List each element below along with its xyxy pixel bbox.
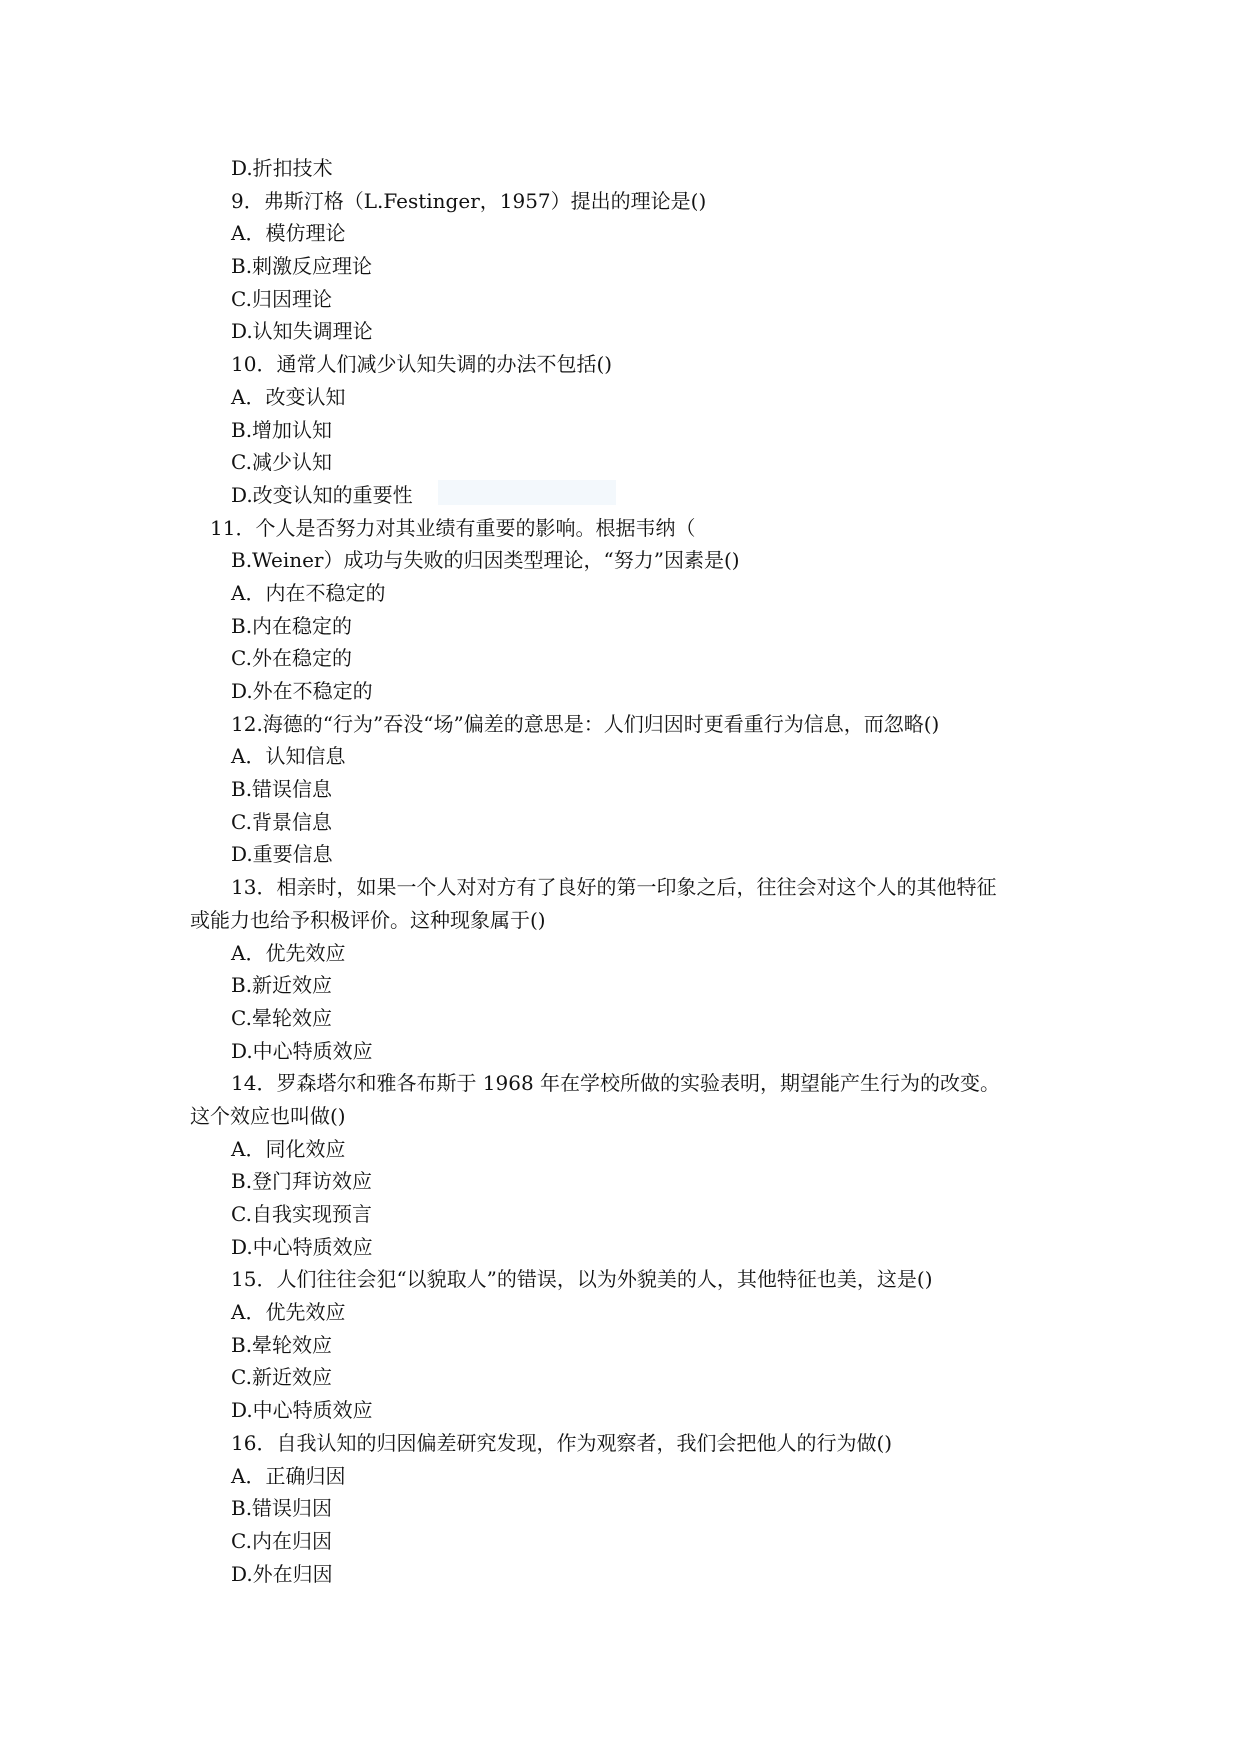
text-line: C.内在归因 <box>231 1528 332 1553</box>
text-line: D.认知失调理论 <box>231 319 373 344</box>
text-line: C.减少认知 <box>231 450 332 475</box>
text-line: A．优先效应 <box>231 1300 346 1325</box>
text-line: B.晕轮效应 <box>231 1332 333 1357</box>
text-line: D.外在不稳定的 <box>231 679 373 703</box>
text-line: 10．通常人们减少认知失调的办法不包括() <box>231 352 613 377</box>
text-line: D.中心特质效应 <box>231 1038 373 1063</box>
text-line: 11．个人是否努力对其业绩有重要的影响。根据韦纳（ <box>210 515 696 540</box>
text-line: B.内在稳定的 <box>231 613 353 638</box>
text-line: 14．罗森塔尔和雅各布斯于 1968 年在学校所做的实验表明，期望能产生行为的改变。 <box>231 1071 1001 1096</box>
text-line: C.新近效应 <box>231 1365 332 1390</box>
text-line: A．模仿理论 <box>231 221 346 246</box>
text-line: B.刺激反应理论 <box>231 254 373 279</box>
text-line: 9．弗斯汀格（L.Festinger，1957）提出的理论是() <box>231 188 707 213</box>
text-line: D.外在归因 <box>231 1561 333 1586</box>
text-line: 15．人们往往会犯“以貌取人”的错误，以为外貌美的人，其他特征也美，这是() <box>231 1267 933 1292</box>
text-line: B.错误归因 <box>231 1496 333 1521</box>
text-line: B.增加认知 <box>231 417 333 442</box>
text-line: 13．相亲时，如果一个人对对方有了良好的第一印象之后，往往会对这个人的其他特征 <box>231 875 997 900</box>
text-line: D.中心特质效应 <box>231 1398 373 1423</box>
text-line: A．同化效应 <box>231 1136 346 1161</box>
text-line: C.外在稳定的 <box>231 646 352 671</box>
text-line: B.错误信息 <box>231 777 333 802</box>
text-line: C.晕轮效应 <box>231 1005 332 1030</box>
question-list <box>190 152 1070 1590</box>
text-line: B.Weiner）成功与失败的归因类型理论，“努力”因素是() <box>231 548 740 573</box>
text-line: C.自我实现预言 <box>231 1202 372 1226</box>
text-line: D.改变认知的重要性 <box>231 482 413 507</box>
text-line: B.新近效应 <box>231 973 333 998</box>
text-line: A．优先效应 <box>231 940 346 965</box>
text-line: 16．自我认知的归因偏差研究发现，作为观察者，我们会把他人的行为做() <box>231 1430 893 1455</box>
text-line: B.登门拜访效应 <box>231 1169 373 1194</box>
text-line: A．正确归因 <box>231 1463 346 1488</box>
text-line: D.中心特质效应 <box>231 1234 373 1259</box>
text-line: A．内在不稳定的 <box>231 580 386 605</box>
text-line: 这个效应也叫做() <box>190 1103 346 1128</box>
text-line: C.背景信息 <box>231 809 332 834</box>
text-line: D.折扣技术 <box>231 156 333 180</box>
text-line: 或能力也给予积极评价。这种现象属于() <box>190 907 546 932</box>
text-line: D.重要信息 <box>231 842 333 867</box>
text-line: A．改变认知 <box>231 384 346 409</box>
text-line: A．认知信息 <box>231 744 346 769</box>
text-line: C.归因理论 <box>231 286 332 311</box>
text-line: 12.海德的“行为”吞没“场”偏差的意思是：人们归因时更看重行为信息，而忽略() <box>231 711 940 736</box>
